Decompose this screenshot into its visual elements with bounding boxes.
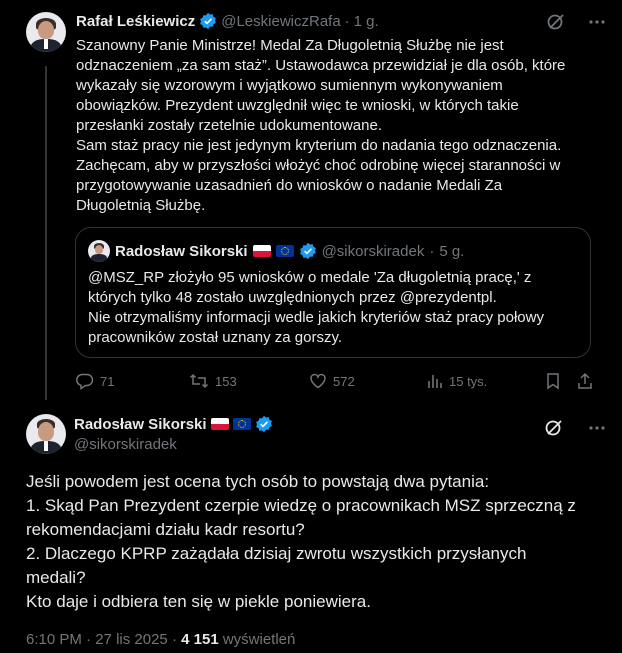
text-line: 2. Dlaczego KPRP zażądała dzisiaj zwrotu wszystkich przysłanych: [26, 544, 527, 563]
repost-count: 153: [215, 373, 237, 389]
flag-eu-icon: [233, 418, 251, 430]
dot-separator: ·: [429, 242, 435, 260]
author-name: Radosław Sikorski: [115, 242, 248, 260]
text-line: pracowników został uznany za gorszy.: [88, 329, 343, 346]
more-icon[interactable]: [588, 419, 606, 437]
quoted-tweet-text: [88, 268, 578, 348]
reply-icon: [76, 372, 94, 390]
thread-connector-line: [45, 66, 47, 400]
like-count: 572: [333, 373, 355, 389]
bookmark-button[interactable]: [545, 372, 561, 390]
reply-tweet-text: [76, 36, 596, 216]
main-tweet-header: [74, 415, 273, 453]
text-line: obowiązków. Prezydent uwzględnił więc te wnioski, w których takie: [76, 97, 519, 114]
grok-icon[interactable]: [546, 12, 566, 32]
tweet-time: 5 g.: [439, 242, 465, 260]
text-line: Zachęcam, aby w przyszłości włożyć choć odrobinę więcej staranności w: [76, 157, 561, 174]
author-name[interactable]: Rafał Leśkiewicz: [76, 12, 196, 30]
text-line: Jeśli powodem jest ocena tych osób to powstają dwa pytania:: [26, 472, 490, 491]
reply-tweet-header: [76, 12, 379, 30]
text-line: przygotowywanie uzasadnień do wniosków o nadanie Medali Za: [76, 177, 503, 194]
text-line: Sam staż pracy nie jest jedynym kryterium do nadania tego odznaczenia.: [76, 137, 562, 154]
tweet-toolbar: [546, 12, 606, 32]
like-icon: [309, 372, 327, 390]
text-line: @MSZ_RP złożyło 95 wniosków o medale 'Za długoletnią pracę,' z: [88, 269, 532, 286]
repost-button[interactable]: [189, 372, 237, 390]
dot-separator: ·: [86, 631, 92, 648]
action-bar: [76, 372, 591, 392]
text-line: przesłanki zostały rzetelnie udokumentowane.: [76, 117, 382, 134]
verified-badge-icon: [299, 242, 317, 260]
repost-icon: [189, 372, 209, 390]
avatar[interactable]: [26, 12, 66, 52]
views-icon: [427, 372, 443, 390]
flag-poland-icon: [253, 245, 271, 257]
text-line: rekomendacjami działu kadr resortu?: [26, 520, 305, 539]
text-line: Kto daje i odbiera ten się w piekle poniewiera.: [26, 592, 371, 611]
views-button[interactable]: [427, 372, 487, 390]
tweet-date[interactable]: 27 lis 2025: [95, 631, 168, 648]
quoted-tweet[interactable]: [75, 227, 591, 358]
quoted-tweet-header: [88, 240, 464, 262]
flag-poland-icon: [211, 418, 229, 430]
share-button[interactable]: [577, 372, 593, 390]
reply-button[interactable]: [76, 372, 114, 390]
verified-badge-icon: [255, 415, 273, 433]
text-line: Długoletnią Służbę.: [76, 197, 206, 214]
grok-icon[interactable]: [544, 418, 564, 438]
tweet-time[interactable]: 6:10 PM: [26, 631, 82, 648]
text-line: wykazały się wzorowym i wyjątkowo sumiennym wykonywaniem: [76, 77, 503, 94]
more-icon[interactable]: [588, 13, 606, 31]
text-line: których tylko 48 zostało uwzględnionych przez @prezydentpl.: [88, 289, 497, 306]
views-count: 15 tys.: [449, 373, 488, 389]
like-button[interactable]: [309, 372, 355, 390]
text-line: odznaczeniem „za sam staż”. Ustawodawca przewidział je dla osób, które: [76, 57, 566, 74]
author-handle: @sikorskiradek: [321, 242, 425, 260]
tweet-timestamp-footer: [26, 631, 295, 648]
avatar[interactable]: [26, 414, 66, 454]
reply-count: 71: [100, 373, 115, 389]
dot-separator: ·: [344, 12, 350, 30]
views-label: wyświetleń: [222, 631, 296, 648]
text-line: medali?: [26, 568, 86, 587]
verified-badge-icon: [199, 12, 217, 30]
author-handle[interactable]: @sikorskiradek: [74, 436, 177, 453]
author-handle[interactable]: @LeskiewiczRafa: [221, 12, 341, 30]
flag-eu-icon: [276, 245, 294, 257]
dot-separator: ·: [171, 631, 177, 648]
tweet-toolbar: [544, 418, 606, 438]
text-line: Nie otrzymaliśmy informacji wedle jakich kryteriów staż pracy połowy: [88, 309, 544, 326]
avatar: [88, 240, 110, 262]
tweet-time[interactable]: 1 g.: [353, 12, 379, 30]
bookmark-icon: [545, 372, 561, 390]
share-icon: [577, 372, 593, 390]
author-name[interactable]: Radosław Sikorski: [74, 415, 207, 433]
views-count: 4 151: [181, 631, 219, 648]
text-line: Szanowny Panie Ministrze! Medal Za Długoletnią Służbę nie jest: [76, 37, 504, 54]
main-tweet-text: [26, 470, 596, 614]
text-line: 1. Skąd Pan Prezydent czerpie wiedzę o pracownikach MSZ sprzeczną z: [26, 496, 576, 515]
